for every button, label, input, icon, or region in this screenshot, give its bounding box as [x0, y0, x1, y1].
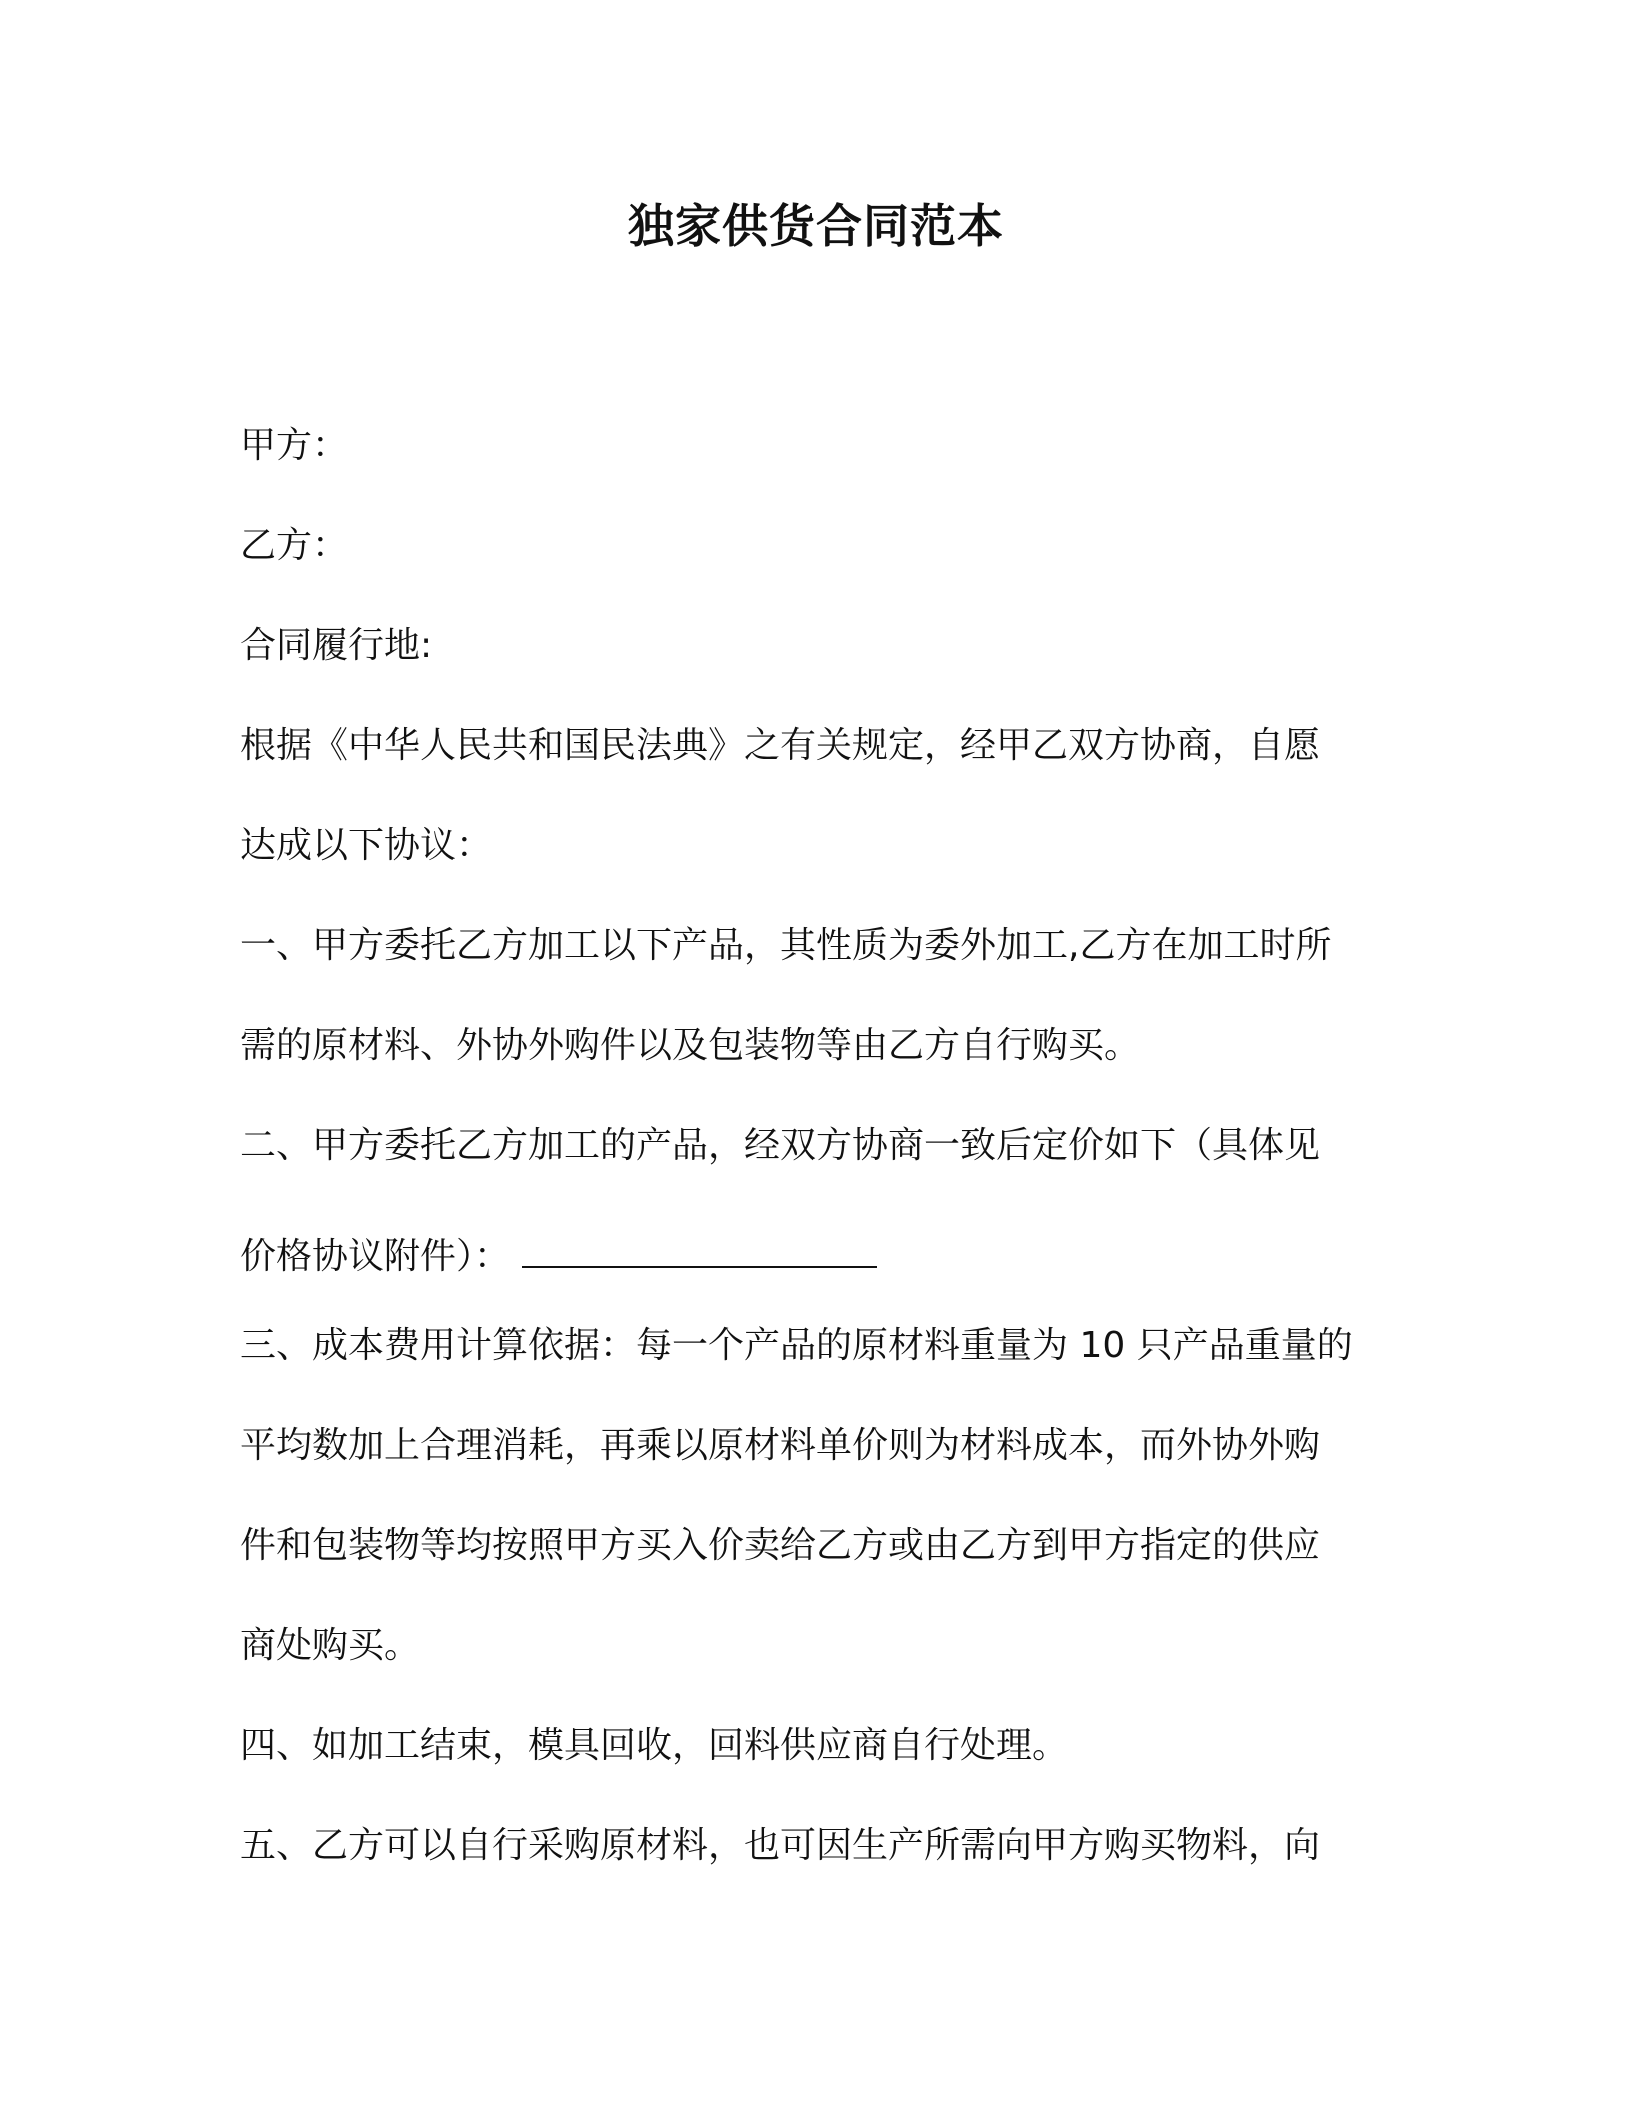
clause-3-line-3: 件和包装物等均按照甲方买入价卖给乙方或由乙方到甲方指定的供应 [240, 1525, 1321, 1566]
clause-4-line-1: 四、如加工结束，模具回收，回料供应商自行处理。 [240, 1725, 1069, 1766]
clause-2-line-2 [240, 1232, 1420, 1281]
clause-1-line-1: 一、甲方委托乙方加工以下产品，其性质为委外加工,乙方在加工时所 [240, 925, 1332, 966]
price-blank-field [522, 1232, 877, 1268]
document-title: 独家供货合同范本 [628, 199, 1004, 253]
clause-3-line-4: 商处购买。 [240, 1625, 421, 1666]
clause-1-line-2: 需的原材料、外协外购件以及包装物等由乙方自行购买。 [240, 1025, 1141, 1066]
party-a-line: 甲方： [240, 425, 349, 466]
clause-3-line-1: 三、成本费用计算依据：每一个产品的原材料重量为 10 只产品重量的 [240, 1325, 1353, 1366]
clause-2-line-1: 二、甲方委托乙方加工的产品，经双方协商一致后定价如下（具体见 [240, 1125, 1321, 1166]
clause-3-line-2: 平均数加上合理消耗，再乘以原材料单价则为材料成本，而外协外购 [240, 1425, 1321, 1466]
clause-5-line-1: 五、乙方可以自行采购原材料，也可因生产所需向甲方购买物料，向 [240, 1825, 1321, 1866]
place-of-performance-line: 合同履行地: [240, 625, 433, 666]
preamble-line-1: 根据《中华人民共和国民法典》之有关规定，经甲乙双方协商，自愿 [240, 725, 1321, 766]
party-b-line: 乙方： [240, 525, 349, 566]
clause-2-line-2-text: 价格协议附件）： [240, 1236, 511, 1277]
preamble-line-2: 达成以下协议： [240, 825, 493, 866]
